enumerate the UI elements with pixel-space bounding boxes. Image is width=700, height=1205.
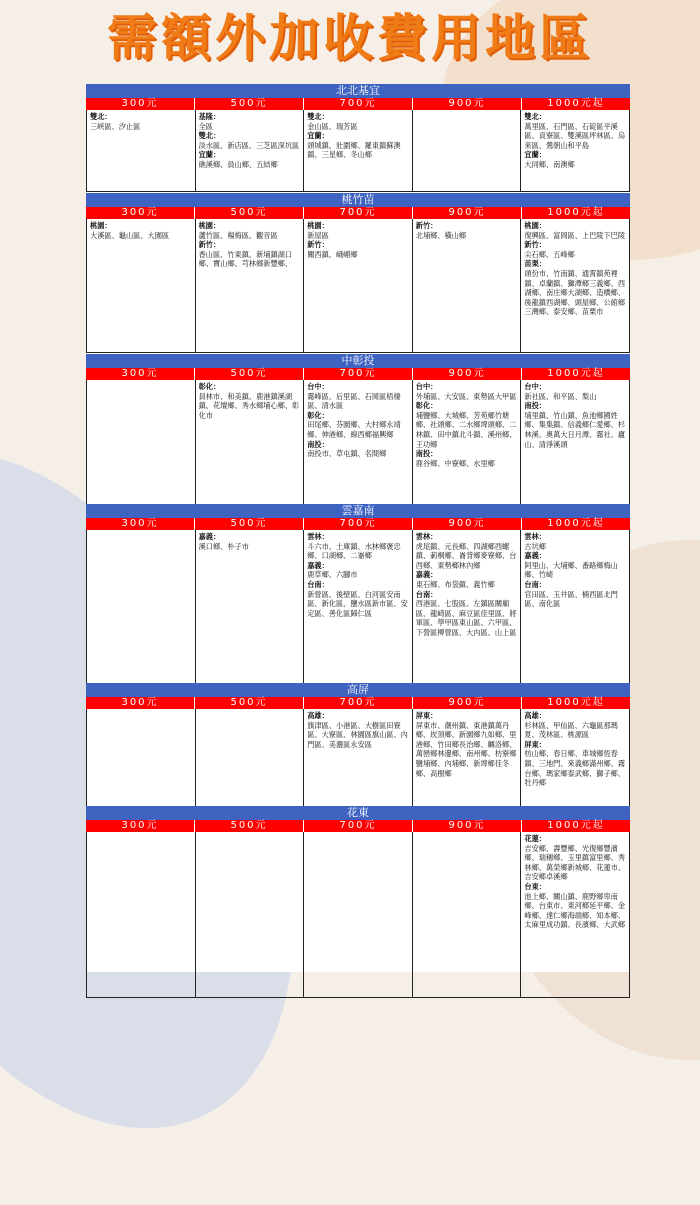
page-title: 需額外加收費用地區 [107, 9, 593, 67]
price-tier: 300元 [86, 207, 195, 219]
price-column-cell [520, 530, 630, 701]
price-column-cell [520, 219, 630, 352]
region-header: 桃竹苗 [86, 193, 630, 207]
area-group-label: 高雄： [307, 711, 329, 720]
price-tier: 300元 [86, 368, 195, 380]
price-row [86, 368, 630, 380]
price-column-cell [412, 530, 521, 701]
area-list: 員林市、和美鎮、鹿港鎮溪湖鎮、花壇鄉、秀水鄉埔心鄉、彰化市 [198, 391, 300, 420]
area-list: 蘆竹區、楊梅區、觀音區 [198, 230, 278, 240]
area-list: 復興區、富岡區、上巴陵下巴陵 [524, 230, 626, 240]
area-group-label: 宜蘭： [198, 150, 221, 160]
area-list: 尖石鄉、五峰鄉 [524, 249, 575, 259]
price-column-cell [412, 832, 521, 997]
area-group-label: 屏東： [415, 711, 438, 720]
area-list: 三峽區、汐止區 [90, 121, 141, 131]
price-column-cell [86, 219, 195, 352]
region-header: 北北基宜 [86, 84, 630, 98]
surcharge-table [86, 84, 630, 972]
area-group-label: 嘉義： [307, 560, 329, 570]
area-group-label: 彰化： [198, 382, 221, 391]
area-list: 溪口鄉、朴子市 [198, 541, 249, 551]
price-column-cell [303, 530, 412, 701]
area-list: 礁溪鄉、員山鄉、五結鄉 [198, 159, 278, 169]
area-group-label: 宜蘭： [307, 131, 329, 141]
area-group-label: 苗栗： [524, 259, 546, 269]
area-list: 外埔區、大安區、東勢區大甲區 [415, 391, 517, 401]
area-group-label: 新竹： [198, 240, 221, 250]
price-column-cell [303, 110, 412, 191]
area-list: 官田區、玉井區、楠西區北門區、南化區 [524, 589, 618, 609]
area-list: 屏東市、潮州鎮、東港鎮萬丹鄉、崁頂鄉、新園鄉九如鄉、里港鄉、竹田鄉長治鄉、麟洛鄉、萬巒鄉林邊鄉、南州鄉、枋寮鄉鹽埔鄉、內埔鄉、新埤鄉佳冬鄉、高樹鄉 [415, 720, 517, 778]
price-tier: 900元 [413, 98, 522, 110]
area-group-label: 花蓮： [524, 834, 546, 843]
area-list: 杉林區、甲仙區、六龜區那瑪夏、茂林區、桃源區 [524, 720, 618, 740]
area-group-label: 桃園： [524, 221, 546, 230]
price-column-cell [86, 832, 195, 997]
price-column-cell [303, 219, 412, 352]
area-list: 香山區、竹東鎮、新埔鎮湖口鄉、寶山鄉、芎林鄉新豐鄉、 [198, 249, 293, 269]
price-tier: 700元 [304, 820, 413, 832]
area-group-label: 基隆： [198, 112, 221, 121]
area-list: 西港區、七股區、左鎮區關廟區、龍崎區、麻豆區佳里區、將軍區、學甲區東山區、六甲區、下營區柳營區、大內區、山上區 [415, 599, 517, 637]
area-group-label: 雲林： [415, 532, 438, 541]
price-column-cell [195, 709, 304, 808]
area-group-label: 新竹： [307, 240, 329, 250]
region-content-row [86, 380, 630, 520]
region-header: 雲嘉南 [86, 504, 630, 518]
region-header: 高屏 [86, 683, 630, 697]
area-group-label: 南投： [524, 401, 546, 411]
area-list: 霧峰區、后里區、石岡區梧棲區、清水區 [307, 391, 401, 411]
area-group-label: 新竹： [524, 240, 546, 250]
area-group-label: 彰化： [415, 401, 438, 411]
price-column-cell [195, 530, 304, 701]
price-tier: 300元 [86, 518, 195, 530]
price-tier: 500元 [195, 518, 304, 530]
price-column-cell [195, 219, 304, 352]
area-group-label: 台中： [307, 382, 329, 391]
area-list: 鹿草鄉、六腳市 [307, 570, 358, 580]
area-list: 吉安鄉、壽豐鄉、光復鄉豐濱鄉、瑞穗鄉、玉里鎮富里鄉、秀林鄉、萬榮鄉新城鄉、花蓮市、吉安鄉卓溪鄉 [524, 843, 626, 882]
price-tier: 1000元起 [547, 207, 605, 218]
price-tier: 1000元起 [547, 697, 605, 708]
price-column-cell [520, 832, 630, 997]
area-group-label: 桃園： [198, 221, 221, 230]
price-row [86, 98, 630, 110]
price-row [86, 518, 630, 530]
area-group-label: 雲林： [524, 532, 546, 541]
price-column-cell [195, 110, 304, 191]
area-list: 田尾鄉、芬園鄉、大村鄉永靖鄉、伸港鄉、線西鄉福興鄉 [307, 420, 401, 439]
price-tier: 500元 [195, 98, 304, 110]
area-list: 北埔鄉、橫山鄉 [415, 230, 467, 240]
area-list: 旗津區、小港區、大樹區田寮區、大寮區、林園區旗山區、內門區、美濃區永安區 [307, 720, 408, 749]
area-group-label: 嘉義： [415, 570, 438, 580]
price-tier: 900元 [413, 518, 522, 530]
price-column-cell [520, 380, 630, 519]
area-group-label: 嘉義： [524, 551, 546, 561]
area-group-label: 台中： [415, 382, 438, 391]
area-list: 頭份市、竹南鎮、通霄鎮苑裡鎮、卓蘭鎮、獅潭鄉三義鄉、西湖鄉、南庄鄉大湖鄉、造橋鄉、後龍鎮西湖鄉、頭屋鄉、公館鄉三灣鄉、泰安鄉、苗栗市 [524, 268, 626, 317]
area-list: 新屋區 [307, 230, 329, 240]
price-column-cell [520, 110, 630, 191]
area-group-label: 雙北： [524, 112, 546, 121]
area-group-label: 新竹： [415, 221, 438, 230]
area-list: 頭城鎮、壯圍鄉、羅東鎮蘇澳鎮、三星鄉、冬山鄉 [307, 140, 401, 160]
area-list: 池上鄉、關山鎮、鹿野鄉卑南鄉、台東市、東河鄉延平鄉、金峰鄉、達仁鄉海端鄉、知本鄉、太麻里成功鎮、長濱鄉、大武鄉 [524, 891, 626, 930]
area-group-label: 南投： [415, 449, 438, 459]
price-column-cell [412, 380, 521, 519]
price-column-cell [303, 709, 412, 808]
price-tier: 700元 [304, 207, 413, 219]
price-column-cell [303, 832, 412, 997]
price-tier: 1000元起 [547, 368, 605, 379]
price-tier: 700元 [304, 368, 413, 380]
price-tier: 1000元起 [547, 518, 605, 529]
area-list: 大溪區、龜山區、大園區 [90, 230, 170, 240]
price-row [86, 207, 630, 219]
area-group-label: 屏東： [524, 739, 546, 749]
price-tier: 700元 [304, 98, 413, 110]
area-group-label: 雙北： [90, 112, 112, 121]
price-tier: 700元 [304, 697, 413, 709]
region-header: 花東 [86, 806, 630, 820]
area-list: 古坑鄉 [524, 541, 546, 551]
price-column-cell [86, 380, 195, 519]
price-column-cell [412, 110, 521, 191]
price-tier: 500元 [195, 820, 304, 832]
price-column-cell [86, 709, 195, 808]
price-column-cell [195, 832, 304, 997]
area-list: 大同鄉、南澳鄉 [524, 159, 575, 169]
area-group-label: 桃園： [307, 221, 329, 230]
area-list: 淡水區、新店區、三芝區深坑區 [198, 140, 300, 150]
price-tier: 900元 [413, 820, 522, 832]
area-group-label: 台南： [415, 589, 438, 599]
price-tier: 300元 [86, 697, 195, 709]
price-column-cell [303, 380, 412, 519]
region-content-row [86, 709, 630, 809]
price-row [86, 820, 630, 832]
region-content-row [86, 110, 630, 192]
area-list: 新營區、後壁區、白河區安南區、新化區、鹽水區新市區、安定區、善化區歸仁區 [307, 589, 408, 618]
region-header: 中彰投 [86, 354, 630, 368]
price-tier: 900元 [413, 368, 522, 380]
region-content-row [86, 832, 630, 998]
area-list: 埔里鎮、竹山鎮、魚池鄉國姓鄉、集集鎮、信義鄉仁愛鄉、杉林溪、奧萬大日月潭、霧社、廬山、清淨溪頭 [524, 410, 626, 449]
area-list: 南投市、草屯鎮、名間鄉 [307, 449, 387, 459]
price-column-cell [195, 380, 304, 519]
area-group-label: 桃園： [90, 221, 112, 230]
price-column-cell [412, 219, 521, 352]
area-list: 虎尾鎮、元長鄉、四湖鄉西螺鎮、莿桐鄉、崙背鄉麥寮鄉、台西鄉、東勢鄉林內鄉 [415, 541, 517, 570]
region-content-row [86, 530, 630, 702]
area-group-label: 台南： [307, 579, 329, 589]
area-list: 金山區、瑞芳區 [307, 121, 358, 131]
area-list: 新社區、和平區、梨山 [524, 391, 597, 401]
area-list: 萬里區、石門區、石碇區平溪區、貢寮區、雙溪區坪林區、烏來區、鶯朝山和平島 [524, 121, 626, 150]
area-list: 東石鄉、布袋鎮、義竹鄉 [415, 579, 495, 589]
area-list: 枋山鄉、春日鄉、車城鄉恆春鎮、三地門、來義鄉滿州鄉、霧台鄉、瑪家鄉泰武鄉、獅子鄉、牡丹鄉 [524, 749, 626, 788]
region-content-row [86, 219, 630, 353]
price-tier: 500元 [195, 207, 304, 219]
area-group-label: 彰化： [307, 410, 329, 420]
price-column-cell [412, 709, 521, 808]
price-tier: 500元 [195, 697, 304, 709]
area-list: 埔鹽鄉、大城鄉、芳苑鄉竹塘鄉、社頭鄉、二水鄉埤頭鄉、二林鎮、田中鎮北斗鎮、溪州鄉、王功鄉 [415, 410, 517, 449]
price-tier: 1000元起 [547, 820, 605, 831]
price-tier: 900元 [413, 207, 522, 219]
price-tier: 500元 [195, 368, 304, 380]
area-group-label: 台南： [524, 579, 546, 589]
price-column-cell [86, 110, 195, 191]
area-list: 阿里山、大埔鄉、番路鄉梅山鄉、竹崎 [524, 560, 618, 580]
area-group-label: 雲林： [307, 532, 329, 541]
price-tier: 300元 [86, 820, 195, 832]
price-tier: 900元 [413, 697, 522, 709]
area-list: 鹿谷鄉、中寮鄉、水里鄉 [415, 458, 495, 468]
area-group-label: 雙北： [198, 131, 221, 141]
area-list: 斗六市、土庫鎮、水林鄉褒忠鄉、口湖鄉、二崙鄉 [307, 541, 401, 561]
area-list: 關西鎮、峨嵋鄉 [307, 249, 358, 259]
price-column-cell [520, 709, 630, 808]
area-group-label: 南投： [307, 439, 329, 449]
price-tier: 700元 [304, 518, 413, 530]
area-group-label: 高雄： [524, 711, 546, 720]
price-tier: 300元 [86, 98, 195, 110]
area-group-label: 台東： [524, 881, 546, 891]
area-group-label: 嘉義： [198, 532, 221, 541]
price-column-cell [86, 530, 195, 701]
price-tier: 1000元起 [547, 98, 605, 109]
area-list: 全區 [198, 121, 213, 131]
area-group-label: 台中： [524, 382, 546, 391]
area-group-label: 雙北： [307, 112, 329, 121]
area-group-label: 宜蘭： [524, 150, 546, 160]
price-row [86, 697, 630, 709]
